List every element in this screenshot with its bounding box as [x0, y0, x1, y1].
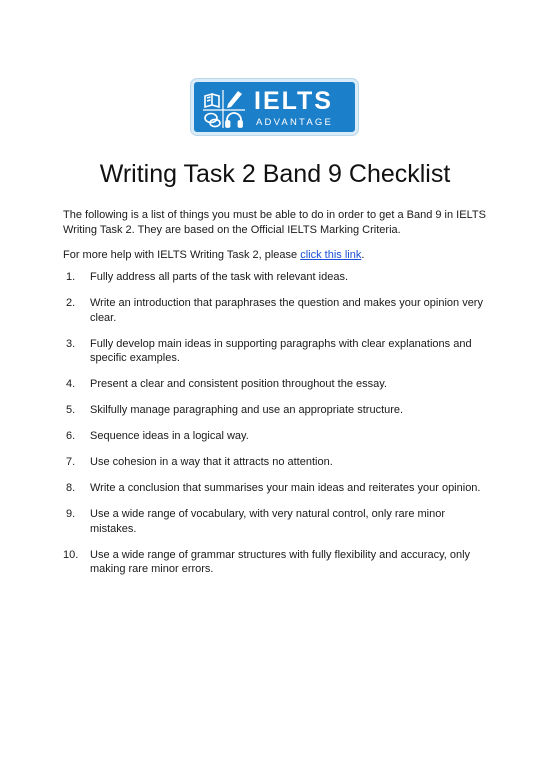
list-item-number: 3.	[66, 337, 76, 350]
list-item	[63, 548, 493, 577]
list-item	[63, 337, 493, 366]
book-icon	[205, 94, 219, 107]
list-item-number: 4.	[66, 378, 76, 390]
list-item	[63, 270, 493, 285]
list-item-number: 9.	[66, 508, 76, 520]
band-9-checklist	[63, 270, 493, 588]
page-title: Writing Task 2 Band 9 Checklist	[99, 160, 451, 188]
headphones-icon	[226, 113, 242, 127]
list-item-number: 7.	[66, 456, 76, 468]
list-item	[63, 429, 493, 444]
list-item-number: 2.	[66, 297, 76, 309]
list-item-text: Use cohesion in a way that it attracts no attention.	[90, 456, 333, 468]
speech-icon	[205, 114, 220, 127]
list-item	[63, 481, 493, 496]
logo-brand-text: IELTS	[254, 87, 333, 115]
logo-sub-text: ADVANTAGE	[256, 117, 333, 128]
logo-icon-grid	[202, 88, 246, 130]
list-item-number: 10.	[63, 548, 79, 561]
list-item-text: Write an introduction that paraphrases the question and makes your opinion very clear.	[90, 297, 483, 324]
list-item-text: Sequence ideas in a logical way.	[90, 430, 249, 442]
list-item-text: Present a clear and consistent position throughout the essay.	[90, 378, 387, 390]
list-item-number: 6.	[66, 430, 76, 442]
list-item	[63, 507, 493, 536]
list-item	[63, 455, 493, 470]
list-item-text: Use a wide range of vocabulary, with very natural control, only rare minor mistakes.	[90, 508, 446, 535]
list-item	[63, 296, 493, 325]
list-item	[63, 377, 493, 392]
help-suffix: .	[361, 249, 365, 261]
list-item-number: 5.	[66, 404, 76, 416]
pen-icon	[227, 91, 242, 108]
ielts-advantage-logo	[191, 79, 358, 135]
list-item-text: Skilfully manage paragraphing and use an appropriate structure.	[90, 404, 404, 416]
list-item-number: 1.	[66, 271, 76, 283]
help-prefix: For more help with IELTS Writing Task 2, please	[63, 249, 301, 261]
help-paragraph	[63, 248, 493, 263]
list-item	[63, 403, 493, 418]
intro-paragraph: The following is a list of things you must be able to do in order to get a Band 9 in IELTS Writing Task 2. They are based on the Official IELTS Marking Criteria.	[63, 209, 486, 236]
help-link[interactable]: click this link	[300, 249, 362, 261]
list-item-number: 8.	[66, 482, 76, 494]
list-item-text: Write a conclusion that summarises your main ideas and reiterates your opinion.	[90, 482, 481, 494]
list-item-text: Use a wide range of grammar structures with fully flexibility and accuracy, only making rare minor errors.	[90, 548, 471, 575]
list-item-text: Fully address all parts of the task with relevant ideas.	[90, 271, 349, 283]
list-item-text: Fully develop main ideas in supporting paragraphs with clear explanations and specific examples.	[90, 337, 472, 364]
